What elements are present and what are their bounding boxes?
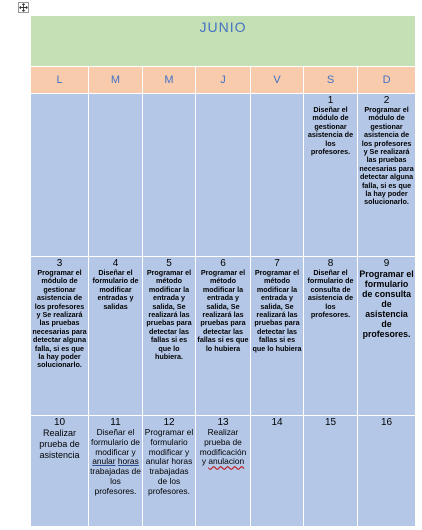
day-number: 2: [383, 95, 390, 106]
day-number: 12: [163, 417, 175, 428]
day-task: Diseñar el módulo de gestionar asistencia de los profesores.: [307, 105, 354, 157]
weekday-saturday: S: [304, 67, 358, 94]
day-task: Programar el método modificar la entrada y salida, Se realizará las pruebas para detectar las fallas si es que lo hubiera: [252, 268, 302, 353]
day-cell-9[interactable]: [358, 257, 416, 416]
day-task: [196, 428, 250, 467]
day-number: 11: [110, 417, 121, 428]
day-cell-3[interactable]: [31, 257, 89, 416]
day-cell-11[interactable]: [89, 416, 143, 527]
day-task: Programar el formulario modificar y anular horas trabajadas de los profesores.: [144, 427, 194, 496]
day-number: 1: [327, 95, 334, 106]
day-number: 8: [327, 258, 334, 269]
day-task: Diseñar el formulario de consulta de asistencia de los profesores.: [307, 268, 354, 320]
day-task: Realizar prueba de asistencia: [39, 428, 80, 460]
weekday-friday: V: [251, 67, 304, 94]
day-task-part-underlined: horas: [117, 456, 139, 467]
day-task: Programar el módulo de gestionar asistencia de los profesores y Se realizará las pruebas necesarias para detectar alguna falla, si es que la hay poder solucionarlo.: [359, 105, 414, 207]
day-number: 14: [271, 417, 283, 428]
weekday-thursday: J: [196, 67, 251, 94]
day-number: 7: [274, 258, 280, 269]
day-cell-empty[interactable]: [31, 94, 89, 257]
day-cell-7[interactable]: [251, 257, 304, 416]
day-task: Programar el método modificar la entrada y salida, Se realizará las pruebas para detectar las fallas si es que lo hubiera: [197, 268, 249, 353]
weekday-monday: L: [31, 67, 89, 94]
day-task-part-spellcheck: anulacion: [208, 456, 245, 467]
day-cell-14[interactable]: [251, 416, 304, 527]
day-number: 9: [383, 258, 390, 269]
day-cell-15[interactable]: [304, 416, 358, 527]
weekday-header-row: [31, 67, 416, 94]
week-row: [31, 94, 416, 257]
day-task: [89, 428, 142, 497]
day-cell-6[interactable]: [196, 257, 251, 416]
day-cell-empty[interactable]: [143, 94, 196, 257]
week-row: [31, 257, 416, 416]
table-move-handle-icon[interactable]: [18, 2, 29, 13]
calendar-table: [30, 15, 416, 527]
day-task-part: trabajadas de los profesores.: [90, 466, 141, 496]
day-task-part: Diseñar el formulario de modificar y: [91, 427, 140, 457]
day-cell-1[interactable]: [304, 94, 358, 257]
day-task: Programar el módulo de gestionar asistencia de los profesores y Se realizará las pruebas necesarias para detectar alguna falla, si es que la hay poder solucionarlo.: [32, 268, 87, 370]
weekday-wednesday: M: [143, 67, 196, 94]
day-task-part-underlined: anular: [92, 456, 116, 467]
day-cell-16[interactable]: [358, 416, 416, 527]
day-number: 16: [380, 417, 393, 428]
day-number: 10: [53, 417, 66, 428]
week-row: [31, 416, 416, 527]
day-number: 5: [166, 258, 172, 269]
day-task: Diseñar el formulario de modificar entradas y salidas: [92, 268, 139, 311]
day-cell-empty[interactable]: [196, 94, 251, 257]
day-cell-10[interactable]: [31, 416, 89, 527]
day-task: Programar el formulario de consulta de asistencia de profesores.: [359, 269, 414, 339]
day-task: Programar el método modificar la entrada y salida, Se realizará las pruebas para detectar las fallas si es que lo hubiera.: [146, 268, 192, 362]
day-number: 15: [324, 417, 337, 428]
month-title: JUNIO: [31, 16, 416, 67]
day-cell-4[interactable]: [89, 257, 143, 416]
day-cell-8[interactable]: [304, 257, 358, 416]
day-number: 6: [220, 258, 226, 269]
weekday-sunday: D: [358, 67, 416, 94]
day-number: 13: [217, 417, 229, 428]
day-number: 4: [112, 258, 119, 269]
day-cell-5[interactable]: [143, 257, 196, 416]
day-task-part: Realizar prueba de modificación y: [199, 427, 247, 467]
day-cell-2[interactable]: [358, 94, 416, 257]
day-cell-12[interactable]: [143, 416, 196, 527]
day-cell-empty[interactable]: [89, 94, 143, 257]
day-cell-empty[interactable]: [251, 94, 304, 257]
day-number: 3: [56, 258, 63, 269]
day-cell-13[interactable]: [196, 416, 251, 527]
weekday-tuesday: M: [89, 67, 143, 94]
